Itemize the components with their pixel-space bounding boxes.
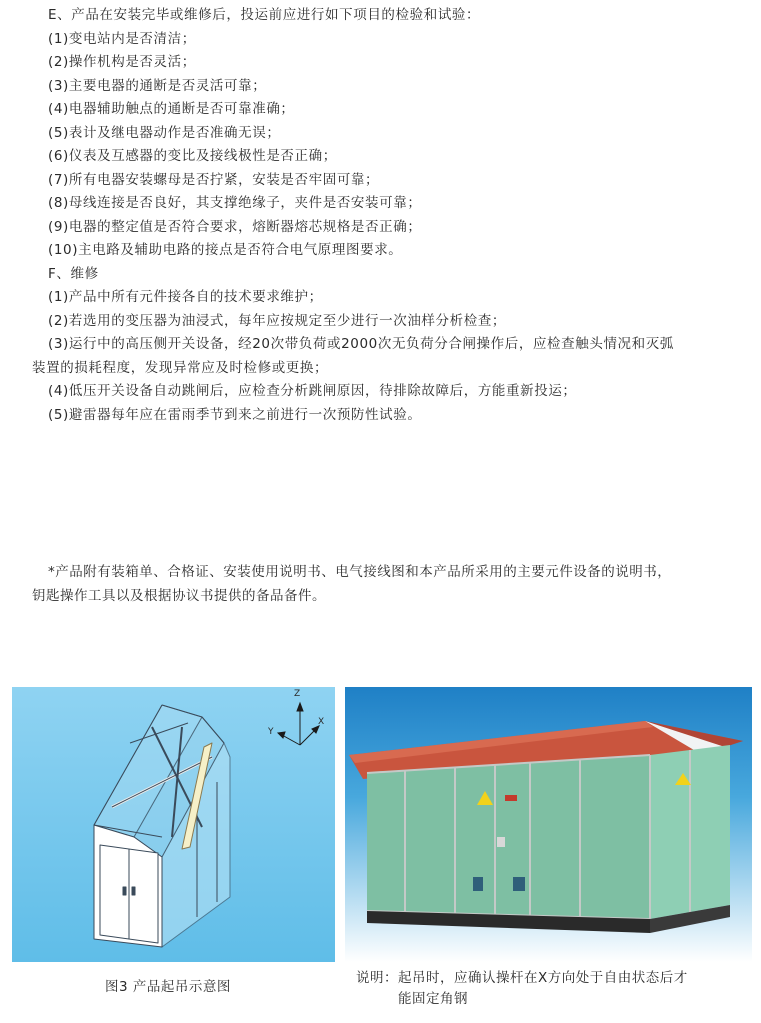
text-line: (4)低压开关设备自动跳闸后，应检查分析跳闸原因，待排除故障后，方能重新投运；	[48, 383, 577, 399]
text-line: (7)所有电器安装螺母是否拧紧，安装是否牢固可靠；	[48, 171, 380, 188]
accessories-note	[32, 561, 752, 608]
lifting-note-line: 能固定角钢	[398, 991, 468, 1007]
note-line: 钥匙操作工具以及根据协议书提供的备品备件。	[32, 587, 326, 604]
lifting-diagram	[12, 687, 335, 962]
text-line: F、维修	[48, 265, 99, 282]
axis-y-label: Y	[268, 727, 274, 737]
text-line: (3)主要电器的通断是否灵活可靠；	[48, 77, 267, 94]
text-line: 装置的损耗程度，发现异常应及时检修或更换；	[32, 359, 329, 376]
substation-photo	[345, 687, 752, 962]
substation-illustration	[345, 687, 752, 962]
text-line: (9)电器的整定值是否符合要求，熔断器熔芯规格是否正确；	[48, 218, 422, 235]
lifting-note	[356, 968, 746, 1010]
text-line: (5)表计及继电器动作是否准确无误；	[48, 124, 281, 141]
text-line: (2)操作机构是否灵活；	[48, 54, 196, 70]
text-line: (1)变电站内是否清洁；	[48, 30, 196, 47]
axis-indicator	[12, 687, 335, 962]
axis-x-label: X	[318, 717, 325, 727]
text-line: (5)避雷器每年应在雷雨季节到来之前进行一次预防性试验。	[48, 406, 422, 423]
note-line: *产品附有装箱单、合格证、安装使用说明书、电气接线图和本产品所采用的主要元件设备的说明书，	[48, 564, 672, 580]
manual-text	[32, 4, 748, 427]
axis-z-label: Z	[294, 689, 301, 699]
lifting-note-line: 说明：起吊时，应确认操杆在X方向处于自由状态后才	[356, 970, 688, 986]
text-line: (10)主电路及辅助电路的接点是否符合电气原理图要求。	[48, 242, 403, 258]
text-line: (3)运行中的高压侧开关设备，经20次带负荷或2000次无负荷分合闸操作后，应检查触头情况和灭弧	[48, 336, 674, 352]
text-line: E、产品在安装完毕或维修后，投运前应进行如下项目的检验和试验：	[48, 7, 481, 23]
text-line: (6)仪表及互感器的变比及接线极性是否正确；	[48, 148, 337, 164]
text-line: (2)若选用的变压器为油浸式，每年应按规定至少进行一次油样分析检查；	[48, 312, 507, 329]
figure-caption: 图3 产品起吊示意图	[105, 979, 231, 995]
text-line: (1)产品中所有元件接各自的技术要求维护；	[48, 289, 323, 305]
text-line: (8)母线连接是否良好，其支撑绝缘子，夹件是否安装可靠；	[48, 195, 422, 211]
text-line: (4)电器辅助触点的通断是否可靠准确；	[48, 101, 295, 117]
